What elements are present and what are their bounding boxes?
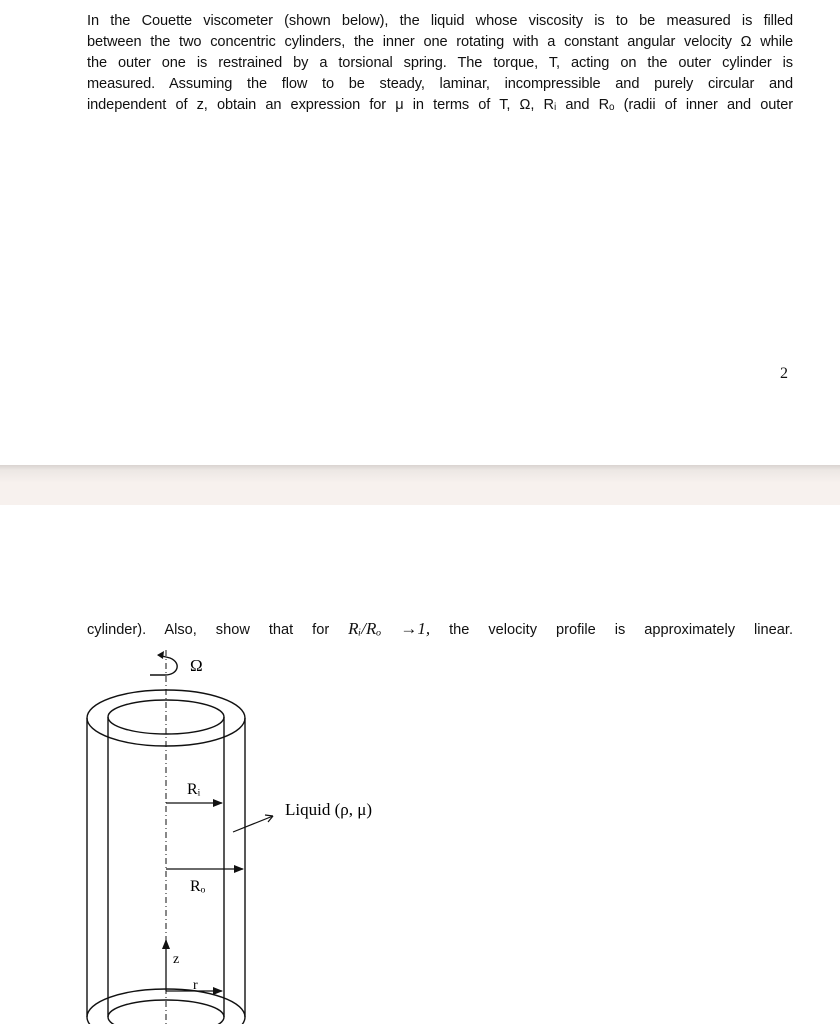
problem-paragraph [87, 11, 793, 116]
problem-line-1: In the Couette viscometer (shown below), the liquid whose viscosity is to be measured is filled [87, 13, 793, 29]
continuation-text-before: cylinder). Also, show that for [87, 622, 349, 638]
page-gap-divider [0, 465, 840, 506]
liquid-label: Liquid (ρ, μ) [285, 800, 373, 819]
z-axis-label: z [173, 952, 180, 967]
r-axis-label: r [193, 978, 198, 993]
problem-line-4: measured. Assuming the flow to be steady, laminar, incompressible and purely circular and [87, 76, 793, 92]
liquid-pointer-arrow [233, 816, 273, 832]
rotation-arrow-icon [150, 651, 177, 675]
problem-line-2: between the two concentric cylinders, the inner one rotating with a constant angular velocity Ω while [87, 34, 793, 50]
page-top [0, 0, 840, 465]
problem-line-5: independent of z, obtain an expression for μ in terms of T, Ω, Rᵢ and Rₒ (radii of inner and outer [87, 97, 793, 113]
page-number: 2 [780, 365, 788, 382]
outer-radius-label: Rₒ [190, 878, 206, 895]
problem-line-3: the outer one is restrained by a torsional spring. The torque, T, acting on the outer cylinder is [87, 55, 793, 71]
ratio-condition: Rᵢ/Rₒ →1, [348, 619, 431, 638]
couette-viscometer-figure [0, 505, 840, 1024]
inner-radius-label: Rᵢ [187, 781, 201, 798]
omega-label: Ω [190, 656, 203, 675]
continuation-text-after: the velocity profile is approximately linear. [430, 622, 793, 638]
page-bottom [0, 505, 840, 1024]
